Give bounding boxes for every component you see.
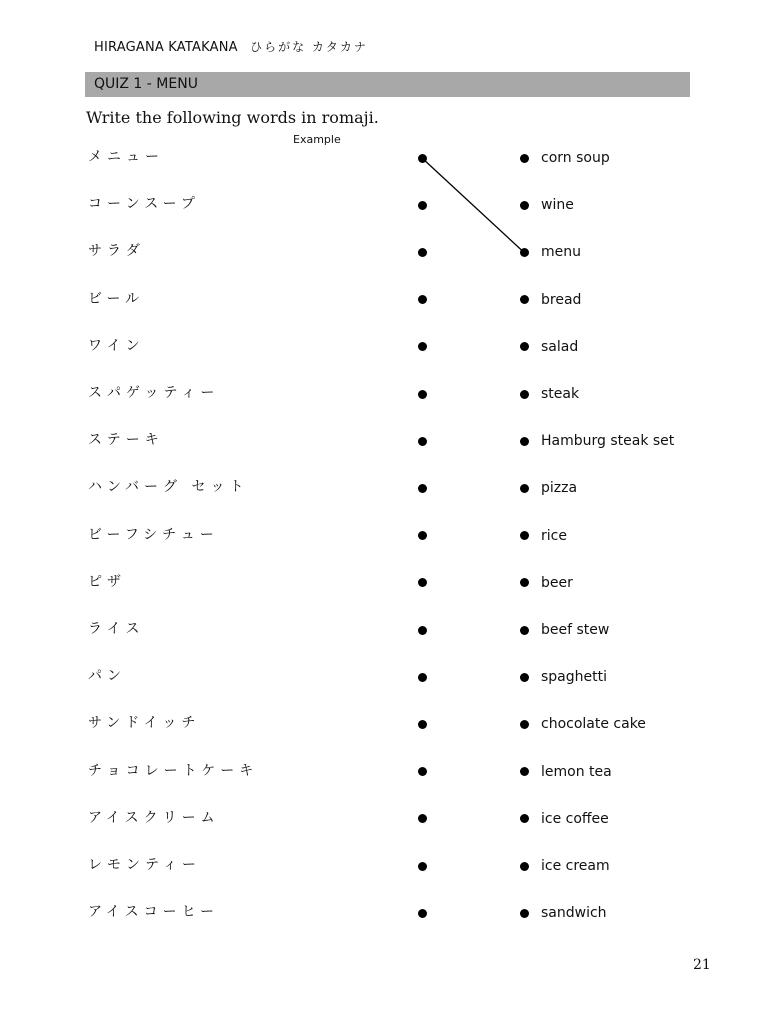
right-match-dot[interactable] xyxy=(520,248,529,257)
left-match-dot[interactable] xyxy=(418,814,427,823)
english-word: ice cream xyxy=(541,858,610,874)
left-match-dot[interactable] xyxy=(418,767,427,776)
english-word: beer xyxy=(541,574,573,591)
right-match-dot[interactable] xyxy=(520,154,529,163)
left-match-dot[interactable] xyxy=(418,437,427,446)
right-match-dot[interactable] xyxy=(520,626,529,635)
english-word: sandwich xyxy=(541,905,607,922)
english-word: wine xyxy=(541,197,574,214)
left-match-dot[interactable] xyxy=(418,578,427,587)
katakana-word: ハンバーグ セット xyxy=(88,479,249,496)
left-match-dot[interactable] xyxy=(418,531,427,540)
page-number: 21 xyxy=(693,957,711,973)
left-match-dot[interactable] xyxy=(418,909,427,918)
right-match-dot[interactable] xyxy=(520,437,529,446)
english-word: chocolate cake xyxy=(541,716,646,733)
english-word: rice xyxy=(541,527,567,544)
right-match-dot[interactable] xyxy=(520,673,529,682)
katakana-word: メニュー xyxy=(88,149,164,165)
example-label: Example xyxy=(293,133,341,146)
katakana-word: ステーキ xyxy=(88,432,164,449)
english-word: corn soup xyxy=(541,150,610,166)
right-match-dot[interactable] xyxy=(520,201,529,210)
left-match-dot[interactable] xyxy=(418,295,427,304)
english-word: menu xyxy=(541,244,581,261)
left-match-dot[interactable] xyxy=(418,154,427,163)
katakana-word: ビール xyxy=(88,290,145,307)
katakana-word: サラダ xyxy=(88,243,145,260)
page-header xyxy=(94,38,368,55)
english-word: Hamburg steak set xyxy=(541,433,675,450)
right-match-dot[interactable] xyxy=(520,578,529,587)
header-kana: ひらがな カタカナ xyxy=(250,40,368,54)
right-match-dot[interactable] xyxy=(520,720,529,729)
katakana-word: サンドイッチ xyxy=(88,715,201,732)
english-word: spaghetti xyxy=(541,669,608,686)
right-match-dot[interactable] xyxy=(520,814,529,823)
english-word: pizza xyxy=(541,480,578,497)
quiz-title: QUIZ 1 - MENU xyxy=(94,76,198,92)
left-match-dot[interactable] xyxy=(418,248,427,257)
katakana-word: アイスクリーム xyxy=(88,809,220,826)
english-word: salad xyxy=(541,338,579,355)
english-word: bread xyxy=(541,291,582,308)
right-match-dot[interactable] xyxy=(520,390,529,399)
katakana-word: ライス xyxy=(88,621,145,637)
example-connector-line xyxy=(422,158,524,252)
right-match-dot[interactable] xyxy=(520,862,529,871)
right-match-dot[interactable] xyxy=(520,342,529,351)
katakana-word: ビーフシチュー xyxy=(88,526,219,543)
english-word: lemon tea xyxy=(541,763,612,780)
left-match-dot[interactable] xyxy=(418,862,427,871)
katakana-word: チョコレートケーキ xyxy=(88,762,259,779)
english-word: beef stew xyxy=(541,622,610,638)
quiz-title-bar xyxy=(85,72,690,97)
english-word: ice coffee xyxy=(541,810,609,827)
katakana-word: パン xyxy=(88,668,126,685)
quiz-instructions: Write the following words in romaji. xyxy=(86,108,379,127)
katakana-word: スパゲッティー xyxy=(88,385,220,401)
left-match-dot[interactable] xyxy=(418,626,427,635)
right-match-dot[interactable] xyxy=(520,767,529,776)
katakana-word: ピザ xyxy=(88,573,126,590)
english-word: steak xyxy=(541,386,580,402)
header-title: HIRAGANA KATAKANA xyxy=(94,40,238,55)
left-match-dot[interactable] xyxy=(418,484,427,493)
katakana-word: ワイン xyxy=(88,337,145,354)
katakana-word: アイスコーヒー xyxy=(88,904,220,921)
left-match-dot[interactable] xyxy=(418,390,427,399)
right-match-dot[interactable] xyxy=(520,484,529,493)
right-match-dot[interactable] xyxy=(520,531,529,540)
left-match-dot[interactable] xyxy=(418,342,427,351)
left-match-dot[interactable] xyxy=(418,673,427,682)
katakana-word: レモンティー xyxy=(88,857,201,873)
right-match-dot[interactable] xyxy=(520,909,529,918)
right-match-dot[interactable] xyxy=(520,295,529,304)
katakana-word: コーンスープ xyxy=(88,196,200,213)
left-match-dot[interactable] xyxy=(418,201,427,210)
left-match-dot[interactable] xyxy=(418,720,427,729)
